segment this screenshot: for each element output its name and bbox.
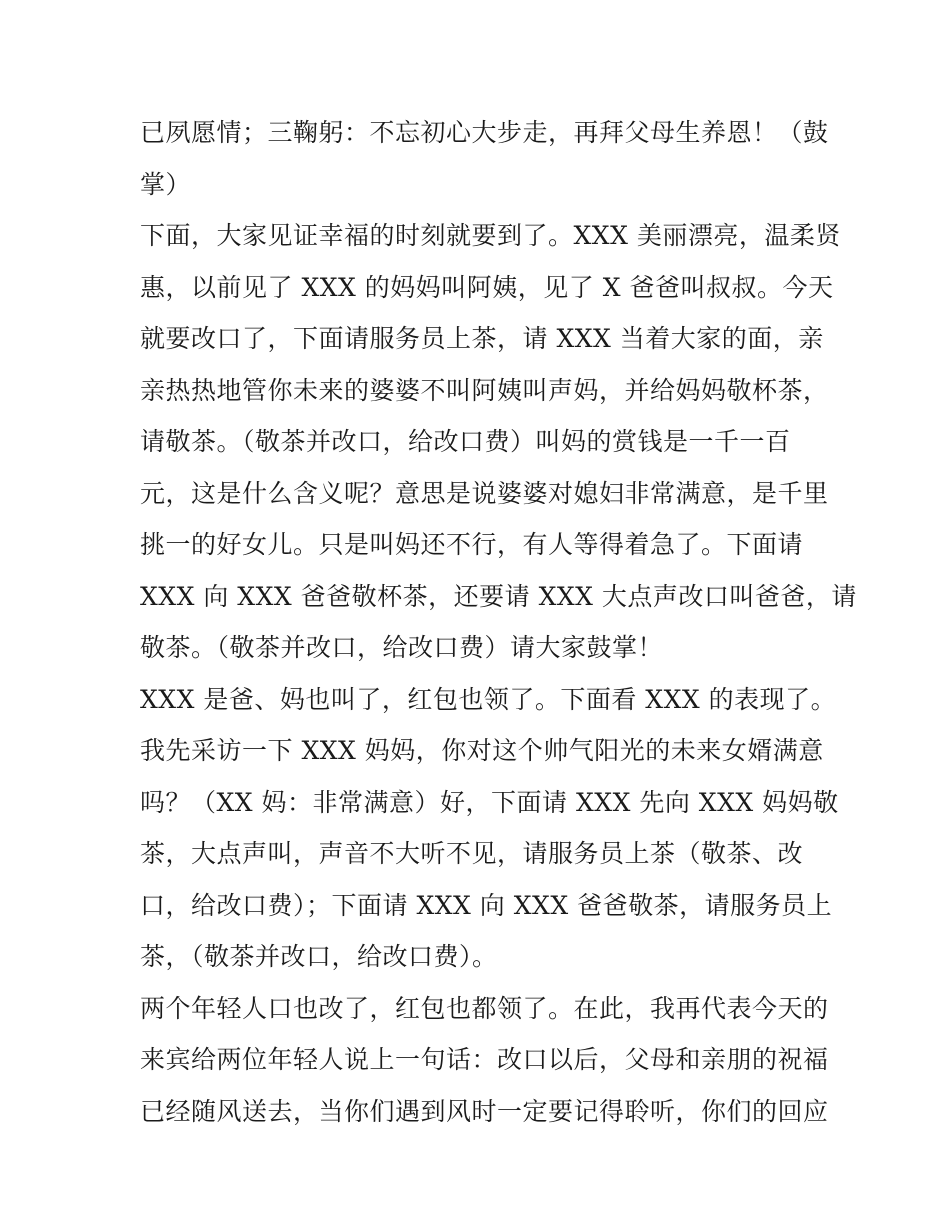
text-line: 亲热热地管你未来的婆婆不叫阿姨叫声妈，并给妈妈敬杯茶， <box>140 375 829 405</box>
document-body <box>140 107 857 1137</box>
text-line: 下面，大家见证幸福的时刻就要到了。XXX 美丽漂亮，温柔贤 <box>140 221 841 250</box>
text-line: 吗？（XX 妈：非常满意）好，下面请 XXX 先向 XXX 妈妈敬 <box>140 787 839 817</box>
text-line: 来宾给两位年轻人说上一句话：改口以后，父母和亲朋的祝福 <box>140 1045 829 1074</box>
text-line: 已夙愿情；三鞠躬：不忘初心大步走，再拜父母生养恩！（鼓 <box>140 118 829 147</box>
text-line: 茶，大点声叫，声音不大听不见，请服务员上茶（敬茶、改 <box>140 839 804 868</box>
text-line: 口，给改口费）；下面请 XXX 向 XXX 爸爸敬茶，请服务员上 <box>140 890 833 920</box>
text-line: 已经随风送去，当你们遇到风时一定要记得聆听，你们的回应 <box>140 1096 829 1126</box>
text-line: 就要改口了，下面请服务员上茶，请 XXX 当着大家的面，亲 <box>140 324 824 353</box>
text-line: 惠，以前见了 XXX 的妈妈叫阿姨，见了 X 爸爸叫叔叔。今天 <box>140 272 834 302</box>
text-line: 两个年轻人口也改了，红包也都领了。在此，我再代表今天的 <box>140 993 829 1023</box>
text-line: 茶，（敬茶并改口，给改口费）。 <box>140 942 498 971</box>
text-line: XXX 向 XXX 爸爸敬杯茶，还要请 XXX 大点声改口叫爸爸，请 <box>140 581 857 611</box>
text-line: 元，这是什么含义呢？意思是说婆婆对媳妇非常满意，是千里 <box>140 478 829 508</box>
text-line: 敬茶。（敬茶并改口，给改口费）请大家鼓掌！ <box>140 633 664 662</box>
text-line: XXX 是爸、妈也叫了，红包也领了。下面看 XXX 的表现了。 <box>140 684 837 714</box>
text-line: 请敬茶。（敬茶并改口，给改口费）叫妈的赏钱是一千一百 <box>140 427 791 456</box>
text-line: 挑一的好女儿。只是叫妈还不行，有人等得着急了。下面请 <box>140 530 804 559</box>
text-line: 掌） <box>140 169 192 199</box>
text-line: 我先采访一下 XXX 妈妈，你对这个帅气阳光的未来女婿满意 <box>140 736 824 765</box>
